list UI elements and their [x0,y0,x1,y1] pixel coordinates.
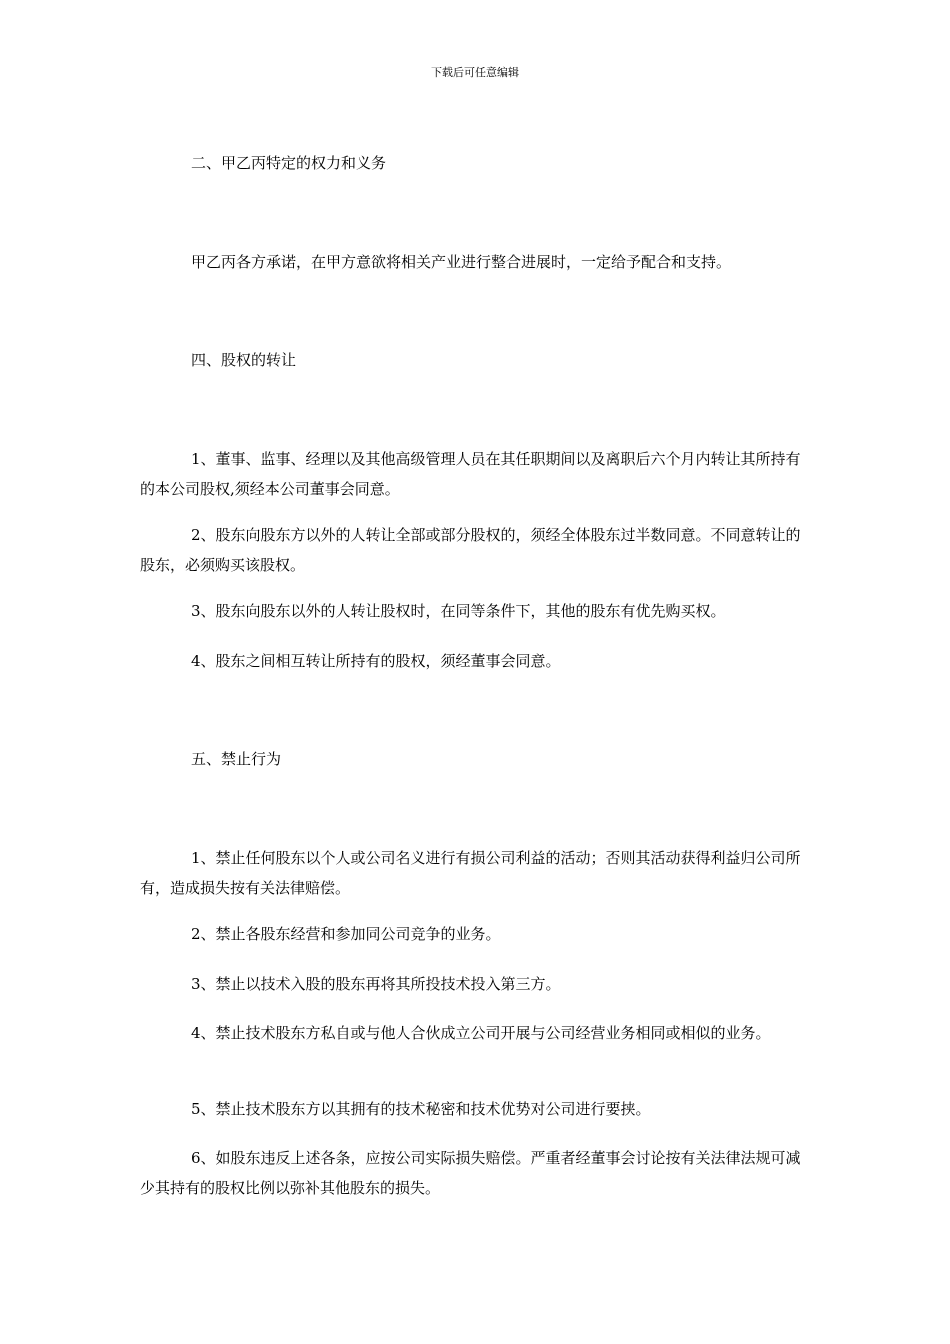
section-5-item-4: 4、禁止技术股东方私自或与他人合伙成立公司开展与公司经营业务相同或相似的业务。 [191,1024,771,1042]
section-4-item-3: 3、股东向股东以外的人转让股权时，在同等条件下，其他的股东有优先购买权。 [191,602,726,620]
section-5-item-2: 2、禁止各股东经营和参加同公司竞争的业务。 [191,925,501,943]
section-4-item-2: 2、股东向股东方以外的人转让全部或部分股权的，须经全体股东过半数同意。不同意转让的股东，必须购买该股权。 [140,526,801,574]
section-4-item-4: 4、股东之间相互转让所持有的股权，须经董事会同意。 [191,652,561,670]
section-5-item-6: 6、如股东违反上述各条，应按公司实际损失赔偿。严重者经董事会讨论按有关法律法规可减少其持有的股权比例以弥补其他股东的损失。 [140,1149,801,1197]
section-2-body: 甲乙丙各方承诺，在甲方意欲将相关产业进行整合进展时，一定给予配合和支持。 [191,253,732,271]
section-5-item-1: 1、禁止任何股东以个人或公司名义进行有损公司利益的活动；否则其活动获得利益归公司所有，造成损失按有关法律赔偿。 [140,849,801,897]
section-5-item-3: 3、禁止以技术入股的股东再将其所投技术投入第三方。 [191,975,561,993]
section-5-item-5: 5、禁止技术股东方以其拥有的技术秘密和技术优势对公司进行要挟。 [191,1100,651,1118]
section-4-title: 四、股权的转让 [191,351,297,369]
page-header-note: 下载后可任意编辑 [431,66,519,79]
section-5-title: 五、禁止行为 [191,750,282,768]
section-2-title: 二、甲乙丙特定的权力和义务 [191,154,387,172]
section-4-item-1: 1、董事、监事、经理以及其他高级管理人员在其任职期间以及离职后六个月内转让其所持有的本公司股权,须经本公司董事会同意。 [140,450,801,498]
